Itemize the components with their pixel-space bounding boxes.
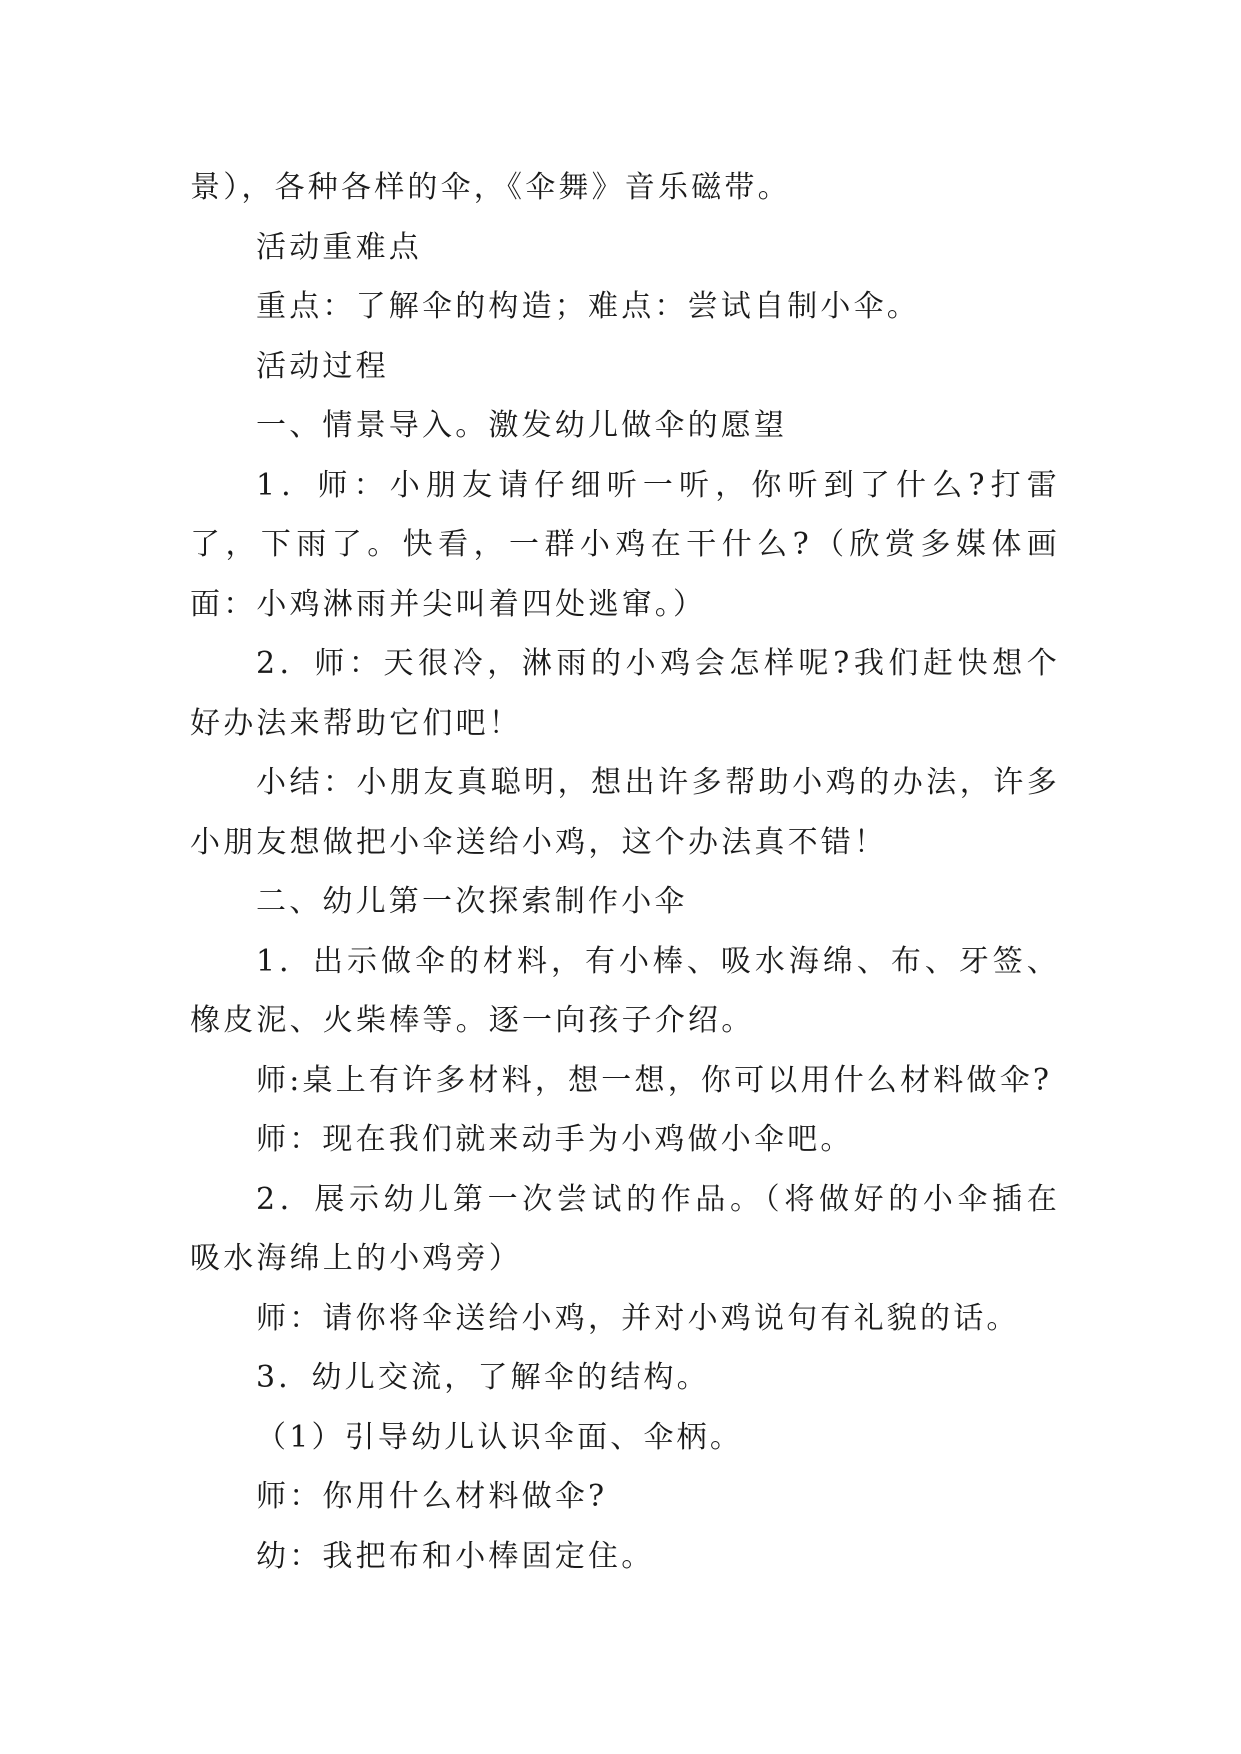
paragraph-step-1-1: 1．师：小朋友请仔细听一听，你听到了什么?打雷了，下雨了。快看，一群小鸡在干什么?（欣赏多媒体画面：小鸡淋雨并尖叫着四处逃窜。）	[190, 467, 1060, 622]
section-heading-2: 二、幼儿第一次探索制作小伞	[256, 884, 688, 919]
paragraph-teacher-question-2: 师：现在我们就来动手为小鸡做小伞吧。	[256, 1122, 854, 1157]
paragraph-child-answer-1: 幼：我把布和小棒固定住。	[256, 1538, 655, 1574]
paragraph-step-2-3-1: （1）引导幼儿认识伞面、伞柄。	[256, 1419, 744, 1455]
paragraph-teacher-question-3: 师：请你将伞送给小鸡，并对小鸡说句有礼貌的话。	[256, 1300, 1020, 1336]
paragraph-teacher-question-1: 师:桌上有许多材料，想一想，你可以用什么材料做伞?	[256, 1062, 1053, 1098]
document-body	[190, 158, 1060, 1586]
paragraph-step-1-2: 2．师：天很冷，淋雨的小鸡会怎样呢?我们赶快想个好办法来帮助它们吧！	[190, 646, 1060, 741]
paragraph-materials-continued: 景），各种各样的伞，《伞舞》音乐磁带。	[190, 170, 791, 205]
paragraph-step-2-2: 2．展示幼儿第一次尝试的作品。（将做好的小伞插在吸水海绵上的小鸡旁）	[190, 1181, 1060, 1276]
section-heading-1: 一、情景导入。激发幼儿做伞的愿望	[256, 408, 788, 443]
paragraph-summary: 小结：小朋友真聪明，想出许多帮助小鸡的办法，许多小朋友想做把小伞送给小鸡，这个办法真不错！	[190, 765, 1060, 860]
paragraph-step-2-1: 1．出示做伞的材料，有小棒、吸水海绵、布、牙签、橡皮泥、火柴棒等。逐一向孩子介绍。	[190, 943, 1060, 1038]
paragraph-step-2-3: 3．幼儿交流，了解伞的结构。	[256, 1360, 710, 1395]
paragraph-teacher-question-4: 师：你用什么材料做伞?	[256, 1479, 608, 1514]
heading-key-points: 活动重难点	[256, 229, 422, 265]
paragraph-key-points: 重点：了解伞的构造；难点：尝试自制小伞。	[256, 289, 920, 324]
heading-activity-process: 活动过程	[256, 348, 389, 384]
